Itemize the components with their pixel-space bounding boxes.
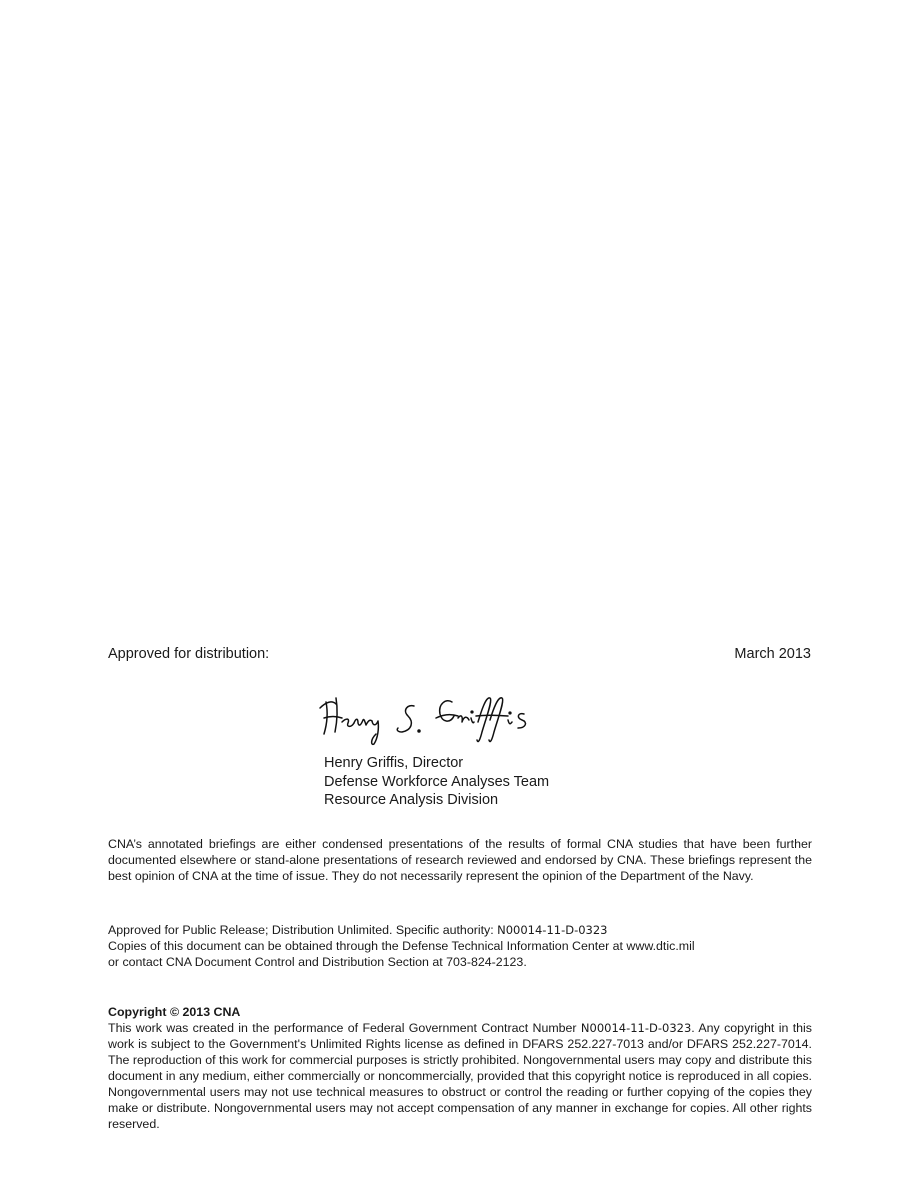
copyright-text-suffix: . Any copyright in this work is subject to the Government's Unlimited Rights license as defined in DFARS 252.227-7013 and/or DFARS 252.227-7014. The reproduction of this work for commercial purposes is strictly prohibited. Nongovernmental users may copy and distribute this document in any medium, either commercially or noncommercially, provided that this copyright notice is reproduced in all copies. Nongovernmental users may not use technical measures to obstruct or control the reading or further copying of the copies they make or distribute. Nongovernmental users may not accept compensation of any manner in exchange for copies. All other rights reserved. xyxy=(108,1021,812,1131)
signature-image xyxy=(318,688,548,746)
copyright-notice xyxy=(108,1004,812,1132)
copyright-contract-number: N00014-11-D-0323 xyxy=(580,1021,692,1035)
release-line-2: Copies of this document can be obtained through the Defense Technical Information Center at www.dtic.mil xyxy=(108,939,695,953)
signatory-block xyxy=(324,754,549,810)
release-line-1 xyxy=(108,922,812,938)
signatory-name-title: Henry Griffis, Director xyxy=(324,755,464,771)
release-statement xyxy=(108,922,812,970)
release-authority-number: N00014-11-D-0323 xyxy=(497,923,608,937)
release-line-3: or contact CNA Document Control and Distribution Section at 703-824-2123. xyxy=(108,955,527,969)
copyright-text-prefix: This work was created in the performance of Federal Government Contract Number xyxy=(108,1021,581,1035)
release-authority-label: Approved for Public Release; Distribution Unlimited. Specific authority: xyxy=(108,923,498,937)
approval-row xyxy=(108,646,811,666)
copyright-heading: Copyright © 2013 CNA xyxy=(108,1005,241,1019)
copyright-body xyxy=(108,1020,812,1132)
signatory-division: Resource Analysis Division xyxy=(324,792,499,808)
approval-label: Approved for distribution: xyxy=(108,646,270,662)
approval-date: March 2013 xyxy=(734,646,811,662)
briefing-disclaimer: CNA’s annotated briefings are either condensed presentations of the results of formal CNA studies that have been further documented elsewhere or stand-alone presentations of research reviewed and endorsed by CNA. These briefings represent the best opinion of CNA at the time of issue. They do not necessarily represent the opinion of the Department of the Navy. xyxy=(108,837,812,883)
signatory-team: Defense Workforce Analyses Team xyxy=(324,773,550,790)
